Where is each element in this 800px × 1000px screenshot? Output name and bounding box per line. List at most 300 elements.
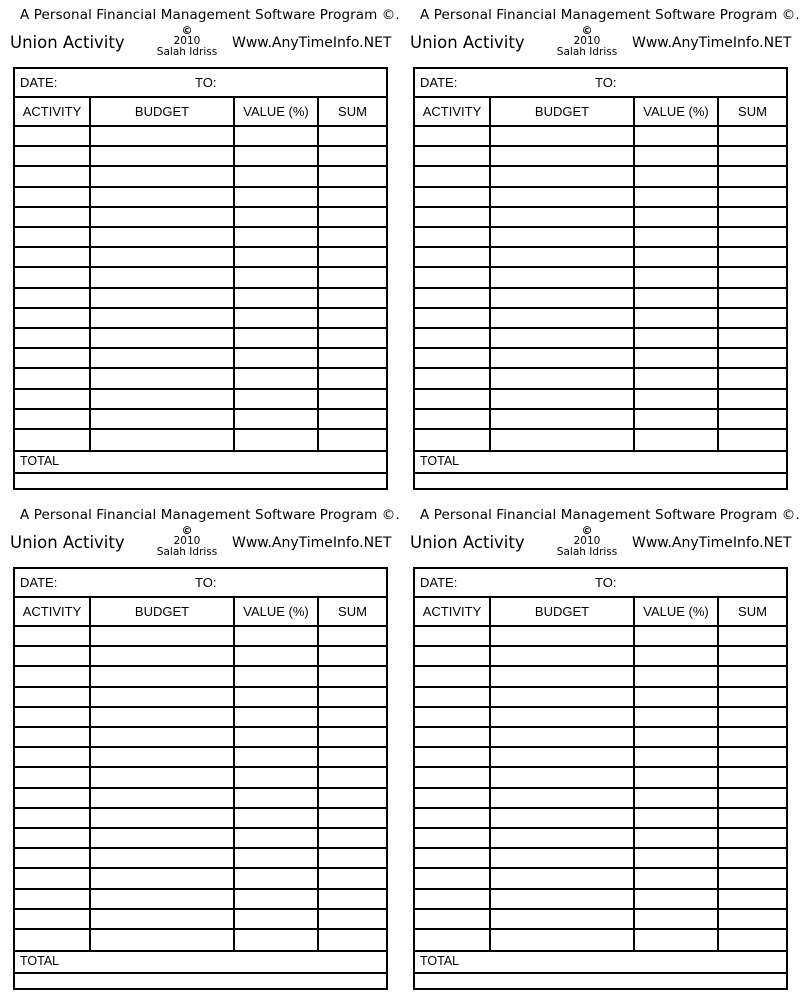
blank-cell-budget[interactable] [491,127,633,145]
blank-cell-budget[interactable] [91,688,233,706]
blank-cell-budget[interactable] [491,829,633,847]
activity-grid [415,98,786,452]
blank-cell-sum[interactable] [319,708,384,726]
copyright-credit [152,525,222,558]
blank-cell-activity[interactable] [415,910,489,928]
blank-cell-activity[interactable] [415,789,489,807]
blank-cell-sum[interactable] [719,430,784,448]
blank-cell-activity[interactable] [415,309,489,327]
blank-cell-value[interactable] [635,748,717,766]
blank-cell-budget[interactable] [91,869,233,887]
blank-cell-activity[interactable] [15,708,89,726]
blank-cell-value[interactable] [235,930,317,948]
blank-cell-activity[interactable] [15,688,89,706]
blank-cell-activity[interactable] [15,390,89,408]
blank-cell-budget[interactable] [91,910,233,928]
blank-cell-sum[interactable] [719,930,784,948]
blank-cell-value[interactable] [635,410,717,428]
blank-cell-activity[interactable] [15,147,89,165]
blank-cell-budget[interactable] [91,410,233,428]
blank-cell-activity[interactable] [15,188,89,206]
blank-cell-budget[interactable] [491,289,633,307]
blank-cell-activity[interactable] [415,208,489,226]
blank-cell-sum[interactable] [319,910,384,928]
blank-cell-sum[interactable] [319,410,384,428]
blank-cell-value[interactable] [235,667,317,685]
blank-cell-activity[interactable] [15,268,89,286]
blank-cell-activity[interactable] [15,369,89,387]
blank-cell-value[interactable] [635,167,717,185]
column-header-budget: BUDGET [91,598,235,627]
blank-cell-value[interactable] [635,930,717,948]
blank-cell-value[interactable] [635,309,717,327]
blank-cell-budget[interactable] [491,248,633,266]
blank-cell-sum[interactable] [319,268,384,286]
budget-form-table [13,567,388,990]
total-row [415,950,786,974]
blank-cell-budget[interactable] [491,910,633,928]
blank-cell-activity[interactable] [15,627,89,645]
program-tagline: A Personal Financial Management Software Program ©. [420,7,800,23]
blank-cell-activity[interactable] [15,890,89,908]
budget-form-table [413,567,788,990]
column-header-activity: ACTIVITY [415,98,491,127]
blank-cell-activity[interactable] [415,248,489,266]
blank-cell-budget[interactable] [491,728,633,746]
blank-cell-budget[interactable] [491,667,633,685]
blank-cell-activity[interactable] [415,430,489,448]
column-header-sum: SUM [719,98,786,127]
blank-cell-activity[interactable] [15,647,89,665]
blank-cell-sum[interactable] [319,167,384,185]
blank-cell-activity[interactable] [415,289,489,307]
blank-cell-value[interactable] [635,667,717,685]
blank-cell-sum[interactable] [319,208,384,226]
blank-cell-budget[interactable] [491,228,633,246]
blank-cell-sum[interactable] [319,728,384,746]
blank-cell-sum[interactable] [319,309,384,327]
blank-cell-activity[interactable] [15,309,89,327]
blank-cell-sum[interactable] [719,167,784,185]
blank-cell-activity[interactable] [415,410,489,428]
blank-cell-budget[interactable] [91,289,233,307]
blank-cell-activity[interactable] [415,329,489,347]
date-range-row [15,69,386,98]
blank-cell-activity[interactable] [15,228,89,246]
blank-cell-sum[interactable] [719,688,784,706]
blank-cell-value[interactable] [235,829,317,847]
blank-cell-value[interactable] [635,768,717,786]
blank-cell-activity[interactable] [415,627,489,645]
blank-cell-budget[interactable] [91,667,233,685]
column-header-value: VALUE (%) [235,98,319,127]
blank-cell-value[interactable] [635,430,717,448]
blank-cell-value[interactable] [235,268,317,286]
blank-cell-budget[interactable] [91,369,233,387]
blank-cell-sum[interactable] [719,789,784,807]
blank-cell-budget[interactable] [91,930,233,948]
blank-cell-sum[interactable] [319,369,384,387]
blank-cell-activity[interactable] [15,410,89,428]
blank-cell-sum[interactable] [719,268,784,286]
website-text: Www.AnyTimeInfo.NET [232,35,392,51]
blank-cell-sum[interactable] [719,349,784,367]
blank-cell-value[interactable] [635,890,717,908]
blank-cell-value[interactable] [235,309,317,327]
blank-cell-value[interactable] [235,369,317,387]
blank-cell-activity[interactable] [415,829,489,847]
blank-cell-activity[interactable] [15,829,89,847]
blank-cell-budget[interactable] [491,349,633,367]
blank-cell-sum[interactable] [719,309,784,327]
blank-cell-value[interactable] [635,127,717,145]
blank-cell-budget[interactable] [491,369,633,387]
blank-cell-sum[interactable] [719,809,784,827]
blank-cell-sum[interactable] [719,228,784,246]
blank-cell-sum[interactable] [719,748,784,766]
blank-cell-sum[interactable] [719,248,784,266]
copyright-year: 2010 [173,35,201,47]
blank-cell-activity[interactable] [15,789,89,807]
website-text: Www.AnyTimeInfo.NET [632,535,792,551]
blank-cell-activity[interactable] [415,647,489,665]
blank-cell-budget[interactable] [491,809,633,827]
blank-cell-activity[interactable] [415,349,489,367]
blank-cell-budget[interactable] [91,268,233,286]
author-name: Salah Idriss [156,546,218,558]
blank-cell-activity[interactable] [415,748,489,766]
blank-cell-sum[interactable] [719,708,784,726]
blank-cell-budget[interactable] [91,430,233,448]
to-label: TO: [595,575,617,590]
blank-cell-activity[interactable] [415,188,489,206]
program-tagline: A Personal Financial Management Software Program ©. [420,507,800,523]
blank-cell-activity[interactable] [415,667,489,685]
blank-cell-budget[interactable] [91,147,233,165]
blank-cell-budget[interactable] [91,188,233,206]
blank-cell-value[interactable] [235,127,317,145]
blank-cell-value[interactable] [235,627,317,645]
blank-cell-activity[interactable] [415,369,489,387]
blank-cell-value[interactable] [635,627,717,645]
blank-cell-sum[interactable] [319,890,384,908]
blank-cell-value[interactable] [635,369,717,387]
blank-cell-value[interactable] [635,647,717,665]
blank-cell-sum[interactable] [319,248,384,266]
author-name: Salah Idriss [556,46,618,58]
blank-cell-sum[interactable] [319,667,384,685]
total-row [15,950,386,974]
blank-cell-value[interactable] [235,349,317,367]
blank-cell-sum[interactable] [719,728,784,746]
union-activity-form-panel-1 [10,0,400,490]
blank-cell-sum[interactable] [719,647,784,665]
blank-cell-sum[interactable] [319,289,384,307]
blank-cell-budget[interactable] [91,167,233,185]
blank-cell-budget[interactable] [491,268,633,286]
blank-cell-value[interactable] [235,430,317,448]
blank-cell-value[interactable] [235,167,317,185]
blank-cell-value[interactable] [635,728,717,746]
blank-cell-budget[interactable] [91,809,233,827]
blank-cell-value[interactable] [235,147,317,165]
blank-cell-budget[interactable] [91,329,233,347]
blank-cell-value[interactable] [235,748,317,766]
blank-cell-budget[interactable] [491,410,633,428]
blank-cell-budget[interactable] [91,228,233,246]
blank-cell-budget[interactable] [491,930,633,948]
copyright-credit [552,25,622,58]
blank-cell-budget[interactable] [91,248,233,266]
blank-cell-budget[interactable] [91,890,233,908]
blank-cell-sum[interactable] [719,329,784,347]
blank-cell-activity[interactable] [15,667,89,685]
blank-cell-budget[interactable] [91,728,233,746]
blank-cell-activity[interactable] [415,890,489,908]
blank-cell-budget[interactable] [491,147,633,165]
blank-cell-budget[interactable] [91,127,233,145]
blank-cell-sum[interactable] [719,910,784,928]
total-row [415,450,786,474]
blank-cell-budget[interactable] [491,890,633,908]
activity-grid [415,598,786,952]
blank-cell-value[interactable] [635,849,717,867]
blank-cell-sum[interactable] [719,627,784,645]
blank-cell-value[interactable] [235,248,317,266]
blank-cell-activity[interactable] [15,167,89,185]
blank-cell-budget[interactable] [491,647,633,665]
blank-cell-value[interactable] [235,289,317,307]
blank-cell-value[interactable] [635,349,717,367]
blank-cell-value[interactable] [635,228,717,246]
blank-cell-sum[interactable] [319,748,384,766]
blank-cell-sum[interactable] [319,647,384,665]
blank-cell-value[interactable] [235,329,317,347]
blank-cell-sum[interactable] [319,147,384,165]
blank-cell-sum[interactable] [719,127,784,145]
blank-cell-budget[interactable] [91,748,233,766]
blank-cell-budget[interactable] [491,390,633,408]
blank-cell-sum[interactable] [719,890,784,908]
blank-cell-value[interactable] [235,768,317,786]
blank-cell-budget[interactable] [491,768,633,786]
blank-cell-value[interactable] [235,688,317,706]
blank-cell-value[interactable] [235,789,317,807]
blank-cell-activity[interactable] [15,349,89,367]
blank-cell-sum[interactable] [319,127,384,145]
blank-cell-value[interactable] [635,248,717,266]
blank-cell-activity[interactable] [415,167,489,185]
blank-cell-activity[interactable] [15,728,89,746]
blank-cell-activity[interactable] [15,248,89,266]
blank-cell-sum[interactable] [319,829,384,847]
date-label: DATE: [20,575,58,590]
blank-cell-activity[interactable] [15,430,89,448]
date-range-row [15,569,386,598]
date-label: DATE: [20,75,58,90]
blank-cell-activity[interactable] [415,930,489,948]
blank-cell-sum[interactable] [319,688,384,706]
blank-cell-sum[interactable] [319,349,384,367]
blank-cell-budget[interactable] [91,647,233,665]
blank-cell-sum[interactable] [319,930,384,948]
blank-cell-value[interactable] [635,390,717,408]
blank-cell-value[interactable] [235,849,317,867]
blank-cell-activity[interactable] [15,208,89,226]
blank-cell-value[interactable] [235,647,317,665]
blank-cell-value[interactable] [235,890,317,908]
budget-form-table [13,67,388,490]
blank-cell-sum[interactable] [719,768,784,786]
form-title: Union Activity [10,533,125,552]
blank-cell-activity[interactable] [415,708,489,726]
blank-cell-value[interactable] [235,188,317,206]
copyright-year: 2010 [173,535,201,547]
blank-cell-activity[interactable] [415,688,489,706]
blank-cell-value[interactable] [635,809,717,827]
blank-cell-budget[interactable] [491,167,633,185]
blank-cell-sum[interactable] [319,430,384,448]
blank-cell-activity[interactable] [15,849,89,867]
blank-cell-activity[interactable] [415,809,489,827]
blank-cell-budget[interactable] [491,688,633,706]
column-header-budget: BUDGET [91,98,235,127]
to-label: TO: [595,75,617,90]
blank-cell-budget[interactable] [91,349,233,367]
blank-cell-budget[interactable] [491,208,633,226]
blank-cell-activity[interactable] [415,869,489,887]
blank-cell-budget[interactable] [91,208,233,226]
blank-cell-sum[interactable] [719,289,784,307]
column-header-value: VALUE (%) [635,98,719,127]
blank-cell-sum[interactable] [719,410,784,428]
blank-cell-budget[interactable] [491,329,633,347]
blank-cell-sum[interactable] [719,849,784,867]
blank-cell-value[interactable] [235,390,317,408]
blank-cell-sum[interactable] [319,390,384,408]
blank-cell-activity[interactable] [415,728,489,746]
blank-cell-budget[interactable] [491,849,633,867]
blank-cell-sum[interactable] [319,188,384,206]
blank-cell-value[interactable] [235,228,317,246]
blank-cell-value[interactable] [635,708,717,726]
blank-cell-sum[interactable] [719,147,784,165]
blank-cell-activity[interactable] [15,289,89,307]
blank-cell-value[interactable] [635,329,717,347]
blank-cell-sum[interactable] [719,829,784,847]
blank-cell-sum[interactable] [719,667,784,685]
blank-cell-activity[interactable] [415,127,489,145]
blank-cell-budget[interactable] [491,188,633,206]
blank-cell-sum[interactable] [319,228,384,246]
blank-cell-activity[interactable] [415,390,489,408]
blank-cell-budget[interactable] [491,708,633,726]
blank-cell-value[interactable] [635,910,717,928]
blank-cell-budget[interactable] [91,829,233,847]
column-header-value: VALUE (%) [635,598,719,627]
column-header-budget: BUDGET [491,598,635,627]
blank-cell-value[interactable] [635,208,717,226]
column-header-activity: ACTIVITY [15,98,91,127]
blank-cell-budget[interactable] [491,748,633,766]
blank-cell-value[interactable] [635,688,717,706]
blank-cell-sum[interactable] [719,208,784,226]
blank-cell-sum[interactable] [719,369,784,387]
blank-cell-budget[interactable] [491,789,633,807]
blank-cell-activity[interactable] [15,869,89,887]
blank-cell-budget[interactable] [491,627,633,645]
blank-cell-activity[interactable] [15,329,89,347]
blank-cell-sum[interactable] [319,809,384,827]
blank-cell-budget[interactable] [91,708,233,726]
blank-cell-sum[interactable] [319,768,384,786]
blank-cell-activity[interactable] [415,268,489,286]
blank-cell-value[interactable] [235,869,317,887]
blank-cell-activity[interactable] [15,930,89,948]
blank-cell-budget[interactable] [491,309,633,327]
blank-cell-sum[interactable] [319,329,384,347]
blank-cell-activity[interactable] [15,910,89,928]
blank-cell-sum[interactable] [719,869,784,887]
blank-cell-budget[interactable] [91,627,233,645]
author-name: Salah Idriss [556,546,618,558]
to-label: TO: [195,75,217,90]
blank-cell-activity[interactable] [415,228,489,246]
total-label: TOTAL [20,454,60,468]
blank-cell-budget[interactable] [91,849,233,867]
total-row [15,450,386,474]
blank-cell-value[interactable] [235,708,317,726]
blank-cell-budget[interactable] [491,869,633,887]
blank-cell-value[interactable] [235,809,317,827]
copyright-credit [552,525,622,558]
blank-cell-activity[interactable] [15,127,89,145]
blank-cell-activity[interactable] [415,849,489,867]
blank-cell-value[interactable] [635,147,717,165]
website-text: Www.AnyTimeInfo.NET [632,35,792,51]
blank-cell-value[interactable] [635,869,717,887]
blank-cell-value[interactable] [235,410,317,428]
blank-cell-budget[interactable] [91,768,233,786]
column-header-budget: BUDGET [491,98,635,127]
blank-cell-budget[interactable] [91,309,233,327]
blank-cell-budget[interactable] [91,390,233,408]
blank-cell-value[interactable] [635,789,717,807]
blank-cell-value[interactable] [635,829,717,847]
blank-cell-activity[interactable] [415,768,489,786]
blank-cell-activity[interactable] [415,147,489,165]
blank-cell-value[interactable] [235,910,317,928]
blank-cell-activity[interactable] [15,809,89,827]
union-activity-form-panel-2 [410,0,800,490]
blank-cell-sum[interactable] [319,627,384,645]
blank-cell-sum[interactable] [319,869,384,887]
blank-cell-activity[interactable] [15,748,89,766]
blank-cell-value[interactable] [635,188,717,206]
blank-cell-sum[interactable] [719,188,784,206]
blank-cell-sum[interactable] [319,789,384,807]
blank-cell-activity[interactable] [15,768,89,786]
blank-cell-value[interactable] [235,208,317,226]
blank-cell-sum[interactable] [719,390,784,408]
blank-cell-sum[interactable] [319,849,384,867]
blank-cell-value[interactable] [635,289,717,307]
column-header-sum: SUM [319,98,386,127]
blank-cell-budget[interactable] [91,789,233,807]
blank-cell-budget[interactable] [491,430,633,448]
blank-cell-value[interactable] [635,268,717,286]
blank-cell-value[interactable] [235,728,317,746]
